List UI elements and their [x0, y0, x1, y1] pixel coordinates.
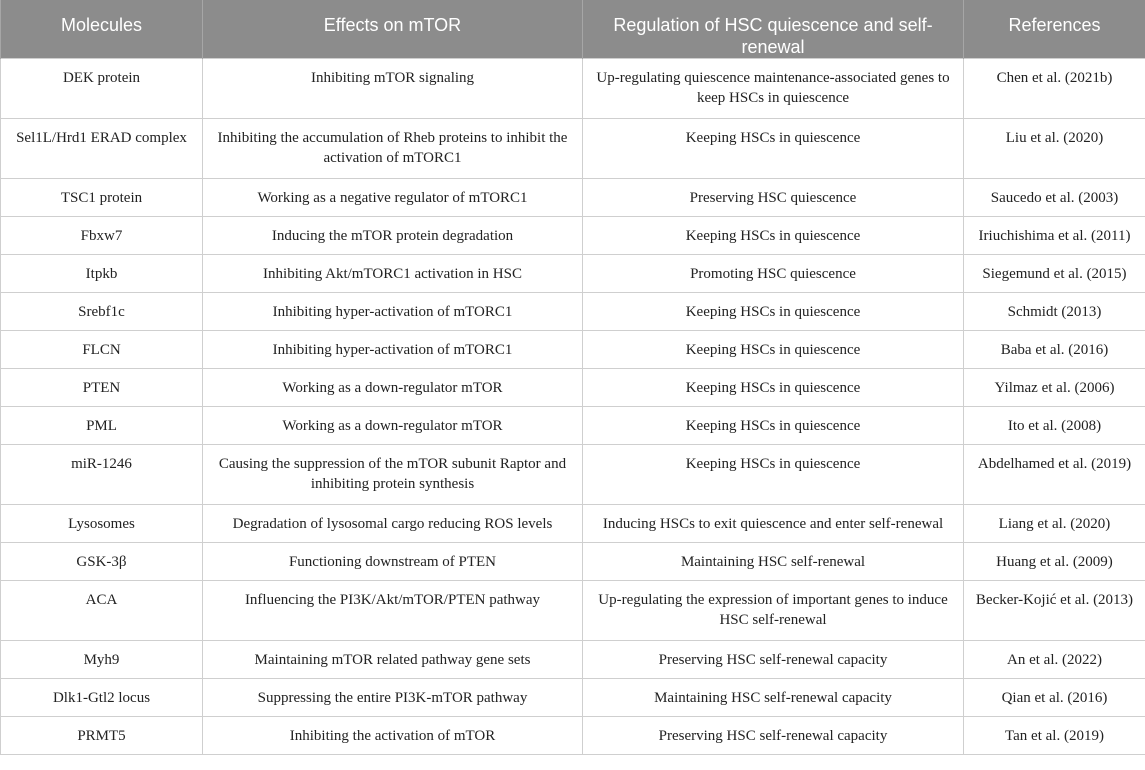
table-row — [1, 217, 1145, 255]
effect-cell: Influencing the PI3K/Akt/mTOR/PTEN pathway — [203, 581, 583, 641]
molecule-cell: TSC1 protein — [1, 179, 203, 217]
molecule-cell: Dlk1-Gtl2 locus — [1, 679, 203, 717]
regulation-cell: Keeping HSCs in quiescence — [583, 293, 964, 331]
effect-cell: Degradation of lysosomal cargo reducing ROS levels — [203, 505, 583, 543]
effect-cell: Suppressing the entire PI3K-mTOR pathway — [203, 679, 583, 717]
reference-cell: Iriuchishima et al. (2011) — [964, 217, 1145, 255]
reference-cell: Yilmaz et al. (2006) — [964, 369, 1145, 407]
regulation-cell: Keeping HSCs in quiescence — [583, 369, 964, 407]
table-row — [1, 179, 1145, 217]
molecule-cell: FLCN — [1, 331, 203, 369]
table-row — [1, 369, 1145, 407]
effect-cell: Causing the suppression of the mTOR subunit Raptor and inhibiting protein synthesis — [203, 445, 583, 505]
reference-cell: Baba et al. (2016) — [964, 331, 1145, 369]
regulation-cell: Keeping HSCs in quiescence — [583, 445, 964, 505]
effect-cell: Working as a down-regulator mTOR — [203, 407, 583, 445]
regulation-cell: Up-regulating the expression of important genes to induce HSC self-renewal — [583, 581, 964, 641]
table-row — [1, 255, 1145, 293]
molecule-cell: Itpkb — [1, 255, 203, 293]
header-molecules: Molecules — [1, 0, 203, 59]
reference-cell: Ito et al. (2008) — [964, 407, 1145, 445]
effect-cell: Inhibiting hyper-activation of mTORC1 — [203, 331, 583, 369]
molecule-cell: ACA — [1, 581, 203, 641]
effect-cell: Inhibiting Akt/mTORC1 activation in HSC — [203, 255, 583, 293]
molecule-cell: PRMT5 — [1, 717, 203, 755]
molecule-cell: Sel1L/Hrd1 ERAD complex — [1, 119, 203, 179]
reference-cell: Siegemund et al. (2015) — [964, 255, 1145, 293]
reference-cell: Tan et al. (2019) — [964, 717, 1145, 755]
molecule-cell: PTEN — [1, 369, 203, 407]
regulation-cell: Preserving HSC self-renewal capacity — [583, 641, 964, 679]
molecule-cell: Fbxw7 — [1, 217, 203, 255]
effect-cell: Inhibiting the activation of mTOR — [203, 717, 583, 755]
effect-cell: Working as a negative regulator of mTORC1 — [203, 179, 583, 217]
effect-cell: Inducing the mTOR protein degradation — [203, 217, 583, 255]
regulation-cell: Promoting HSC quiescence — [583, 255, 964, 293]
table-row — [1, 119, 1145, 179]
table-row — [1, 407, 1145, 445]
regulation-cell: Keeping HSCs in quiescence — [583, 407, 964, 445]
molecule-cell: Lysosomes — [1, 505, 203, 543]
effect-cell: Functioning downstream of PTEN — [203, 543, 583, 581]
effect-cell: Working as a down-regulator mTOR — [203, 369, 583, 407]
regulation-cell: Preserving HSC quiescence — [583, 179, 964, 217]
table-row — [1, 293, 1145, 331]
reference-cell: Qian et al. (2016) — [964, 679, 1145, 717]
molecule-cell: Myh9 — [1, 641, 203, 679]
regulation-cell: Maintaining HSC self-renewal — [583, 543, 964, 581]
table-row — [1, 581, 1145, 641]
effect-cell: Inhibiting hyper-activation of mTORC1 — [203, 293, 583, 331]
table-row — [1, 679, 1145, 717]
table-row — [1, 505, 1145, 543]
reference-cell: Becker-Kojić et al. (2013) — [964, 581, 1145, 641]
effect-cell: Maintaining mTOR related pathway gene sets — [203, 641, 583, 679]
table-header — [1, 0, 1145, 59]
reference-cell: Huang et al. (2009) — [964, 543, 1145, 581]
effect-cell: Inhibiting mTOR signaling — [203, 59, 583, 119]
molecule-cell: GSK-3β — [1, 543, 203, 581]
reference-cell: Chen et al. (2021b) — [964, 59, 1145, 119]
molecule-cell: miR-1246 — [1, 445, 203, 505]
table-row — [1, 717, 1145, 755]
regulation-cell: Preserving HSC self-renewal capacity — [583, 717, 964, 755]
regulation-cell: Keeping HSCs in quiescence — [583, 119, 964, 179]
table-row — [1, 445, 1145, 505]
reference-cell: Liang et al. (2020) — [964, 505, 1145, 543]
reference-cell: Liu et al. (2020) — [964, 119, 1145, 179]
regulation-cell: Inducing HSCs to exit quiescence and enter self-renewal — [583, 505, 964, 543]
table-row — [1, 59, 1145, 119]
header-references: References — [964, 0, 1145, 59]
header-effects: Effects on mTOR — [203, 0, 583, 59]
reference-cell: Saucedo et al. (2003) — [964, 179, 1145, 217]
regulation-cell: Keeping HSCs in quiescence — [583, 331, 964, 369]
reference-cell: Abdelhamed et al. (2019) — [964, 445, 1145, 505]
molecule-cell: Srebf1c — [1, 293, 203, 331]
table-body — [1, 59, 1145, 755]
header-row — [1, 0, 1145, 59]
regulation-cell: Keeping HSCs in quiescence — [583, 217, 964, 255]
table-row — [1, 331, 1145, 369]
regulation-cell: Maintaining HSC self-renewal capacity — [583, 679, 964, 717]
reference-cell: Schmidt (2013) — [964, 293, 1145, 331]
molecule-cell: DEK protein — [1, 59, 203, 119]
table-row — [1, 543, 1145, 581]
effect-cell: Inhibiting the accumulation of Rheb proteins to inhibit the activation of mTORC1 — [203, 119, 583, 179]
table-row — [1, 641, 1145, 679]
regulation-cell: Up-regulating quiescence maintenance-associated genes to keep HSCs in quiescence — [583, 59, 964, 119]
molecule-cell: PML — [1, 407, 203, 445]
header-regulation: Regulation of HSC quiescence and self-renewal — [583, 0, 964, 59]
reference-cell: An et al. (2022) — [964, 641, 1145, 679]
